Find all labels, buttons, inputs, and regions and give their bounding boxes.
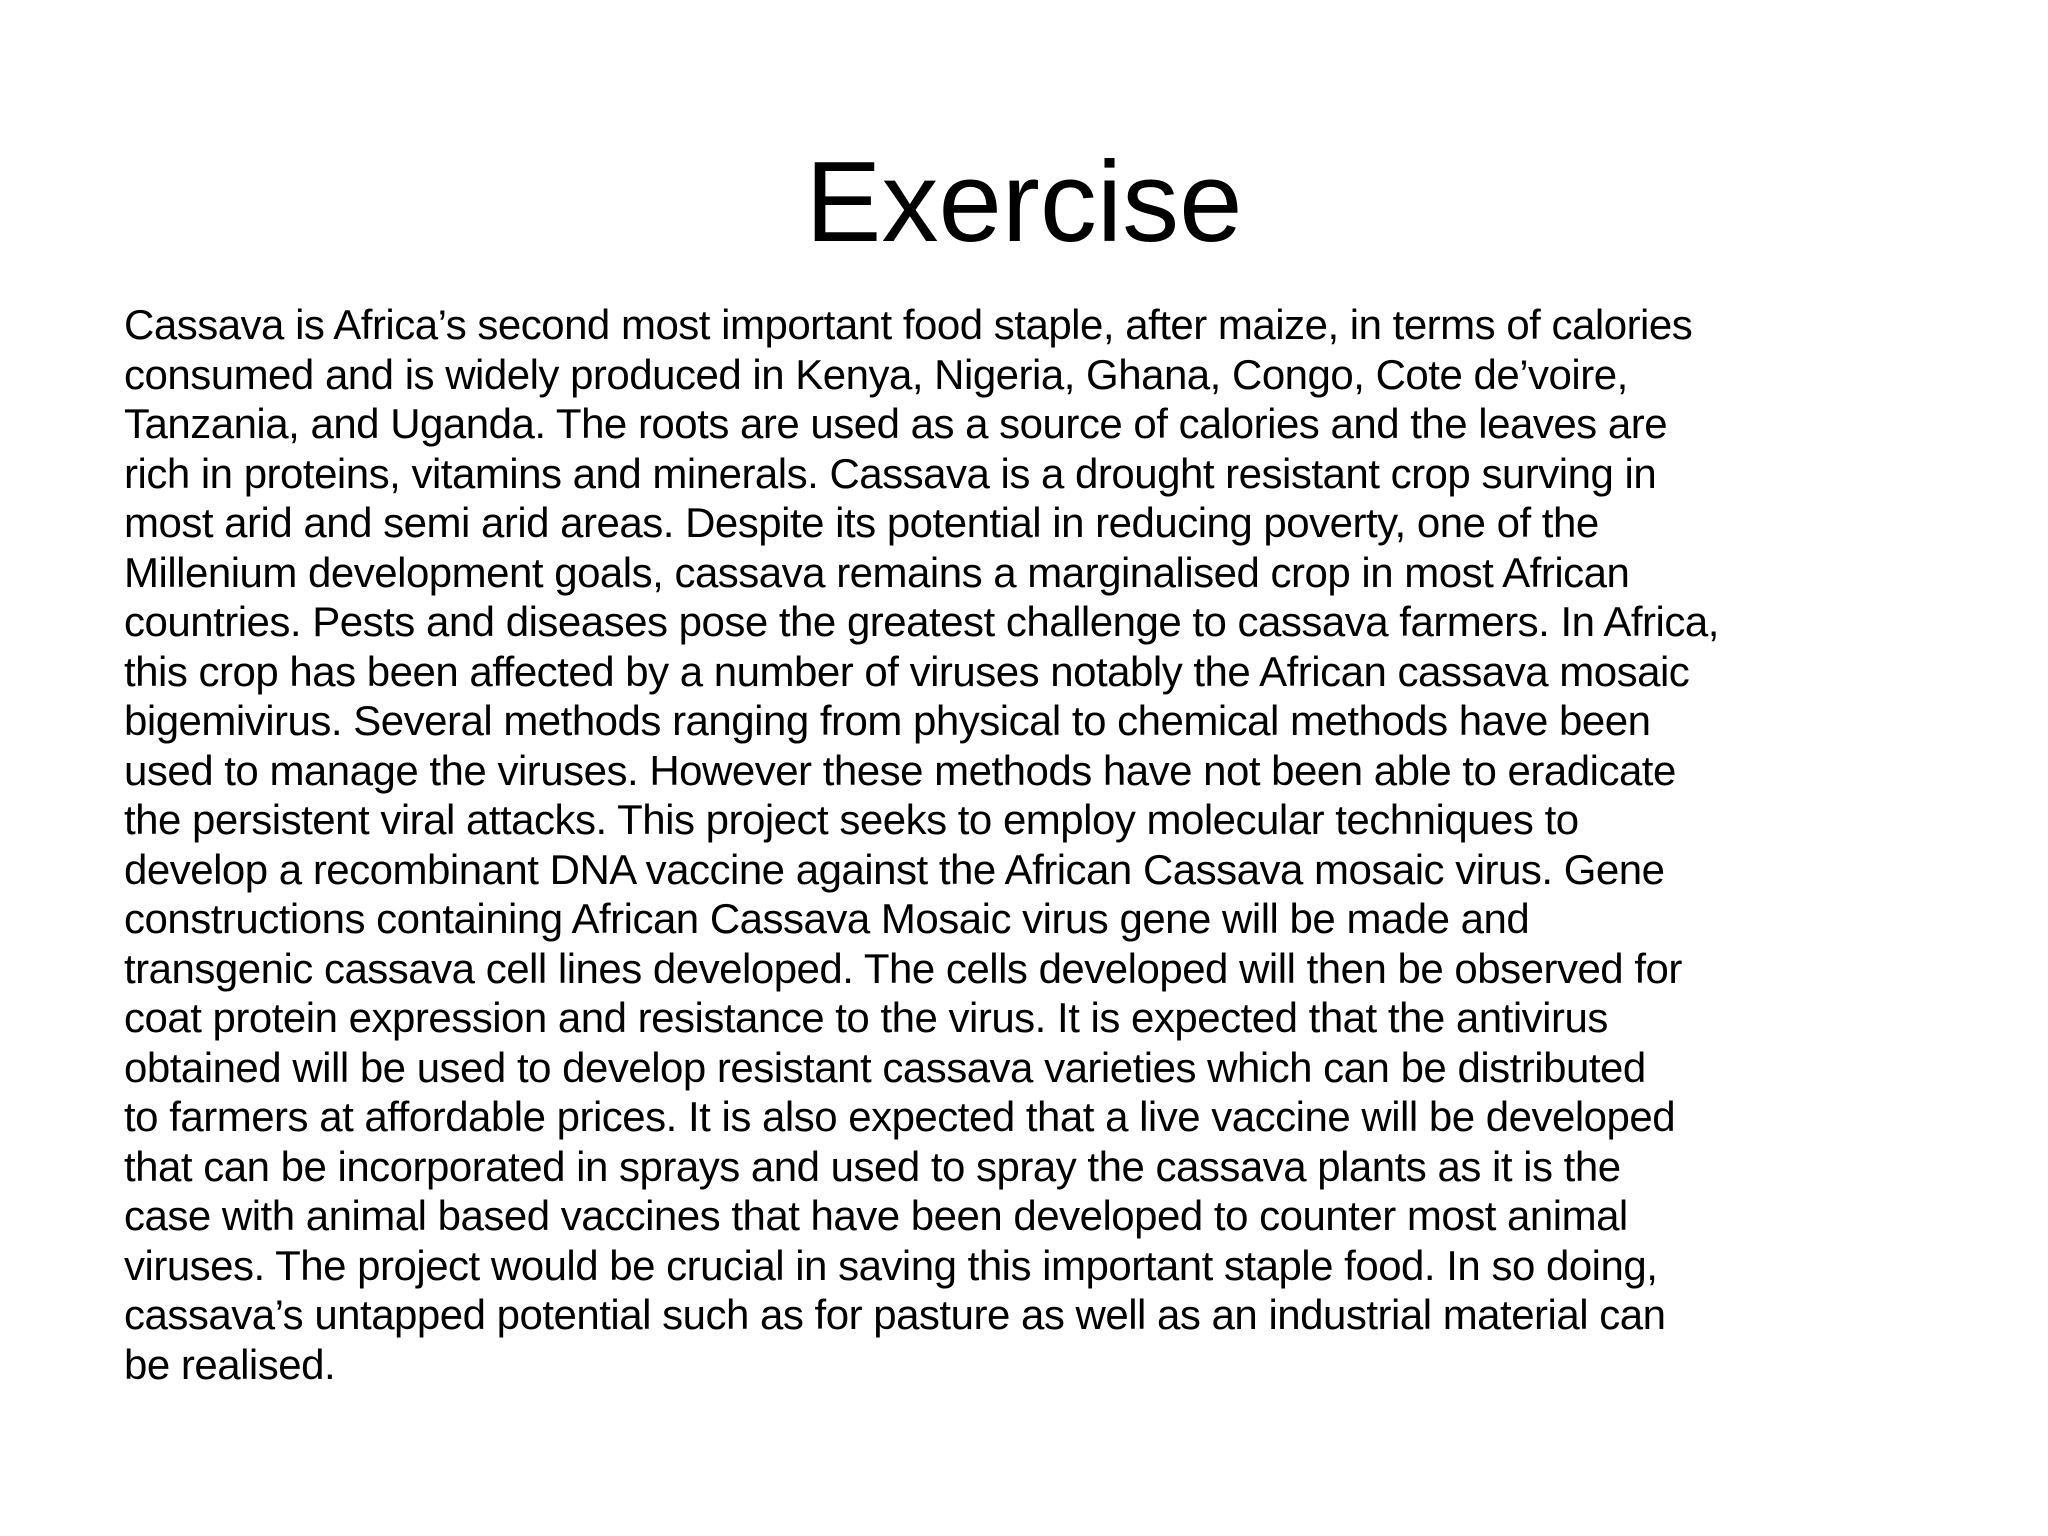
- body-line: used to manage the viruses. However these methods have not been able to eradicate: [124, 746, 1676, 794]
- body-line: Cassava is Africa’s second most important food staple, after maize, in terms of calories: [124, 301, 1693, 348]
- body-line: Tanzania, and Uganda. The roots are used as a source of calories and the leaves are: [124, 400, 1668, 447]
- body-line: that can be incorporated in sprays and used to spray the cassava plants as it is the: [124, 1142, 1621, 1190]
- body-paragraph: [124, 300, 1964, 1389]
- body-line: most arid and semi arid areas. Despite its potential in reducing poverty, one of the: [124, 499, 1599, 546]
- body-line: be realised.: [124, 1340, 336, 1388]
- body-line: Millenium development goals, cassava remains a marginalised crop in most African: [124, 548, 1630, 596]
- body-line: coat protein expression and resistance to the virus. It is expected that the antivirus: [124, 994, 1608, 1041]
- body-line: consumed and is widely produced in Kenya, Nigeria, Ghana, Congo, Cote de’voire,: [124, 350, 1628, 398]
- body-line: transgenic cassava cell lines developed. The cells developed will then be observed for: [124, 944, 1682, 992]
- body-line: countries. Pests and diseases pose the greatest challenge to cassava farmers. In Africa,: [124, 598, 1719, 645]
- body-line: this crop has been affected by a number of viruses notably the African cassava mosaic: [124, 647, 1690, 695]
- body-line: obtained will be used to develop resistant cassava varieties which can be distributed: [124, 1043, 1646, 1091]
- slide-title: Exercise: [805, 139, 1243, 266]
- body-line: rich in proteins, vitamins and minerals. Cassava is a drought resistant crop surving in: [124, 449, 1657, 497]
- body-line: bigemivirus. Several methods ranging from physical to chemical methods have been: [124, 697, 1651, 744]
- body-line: the persistent viral attacks. This project seeks to employ molecular techniques to: [124, 796, 1579, 843]
- body-line: viruses. The project would be crucial in saving this important staple food. In so doing,: [124, 1241, 1658, 1289]
- body-line: develop a recombinant DNA vaccine against the African Cassava mosaic virus. Gene: [124, 845, 1665, 893]
- body-line: constructions containing African Cassava Mosaic virus gene will be made and: [124, 895, 1530, 942]
- body-line: cassava’s untapped potential such as for pasture as well as an industrial material can: [124, 1291, 1666, 1338]
- body-line: to farmers at affordable prices. It is also expected that a live vaccine will be developed: [124, 1093, 1676, 1140]
- body-line: case with animal based vaccines that have been developed to counter most animal: [124, 1192, 1628, 1239]
